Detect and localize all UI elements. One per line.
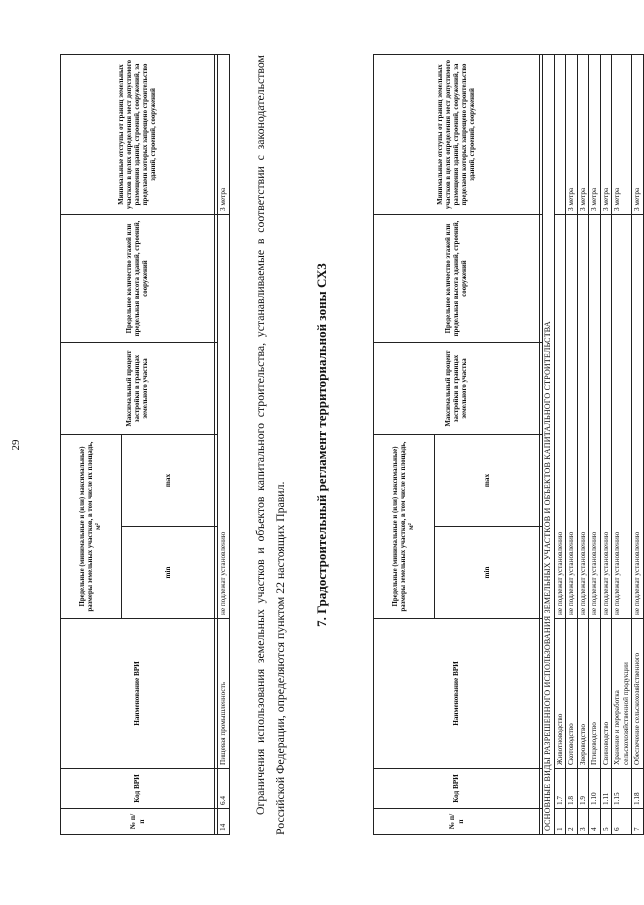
table-row [589,55,601,835]
col-num-header: № п/п [61,809,215,835]
section-row [543,55,555,835]
row-setback: 3 метра [589,55,601,215]
rotated-content [10,55,641,835]
row-setback: 3 метра [566,55,578,215]
row-name: Животноводство [554,619,566,769]
row-value: не подлежат установлению [218,215,230,619]
row-name: Птицеводство [589,619,601,769]
col-sizes-header: Предельные (минимальные и (или) максимальные) размеры земельных участков, в том числе их площадь, м² [374,435,435,619]
row-value: не подлежат установлению [554,215,566,619]
col-setback-header: Минимальные отступы от границ земельных участков в целях определения мест допустимого размещения зданий, строений, сооружений, за пределами которых запрещено строительство зданий, строений, сооружений [374,55,540,215]
row-value: не подлежат установлению [577,215,589,619]
row-num: 2 [566,809,578,835]
row-name: Звероводство [577,619,589,769]
row-setback: 3 метра [577,55,589,215]
col-num-header: № п/п [374,809,540,835]
row-num: 14 [218,809,230,835]
col-min-header: min [435,527,540,619]
row-code: 1.18 [632,769,644,809]
section-title: ОСНОВНЫЕ ВИДЫ РАЗРЕШЕННОГО ИСПОЛЬЗОВАНИЯ ЗЕМЕЛЬНЫХ УЧАСТКОВ И ОБЪЕКТОВ КАПИТАЛЬНОГО СТРОИТЕЛЬСТВА [543,55,555,835]
col-percent-header: Максимальный процент застройки в границах земельного участка [61,343,215,435]
col-max-header: max [435,435,540,527]
col-floors-header: Предельное количество этажей или предельная высота зданий, строений, сооружений [61,215,215,343]
row-setback: 3 метра [632,55,644,215]
row-code: 1.11 [600,769,612,809]
row-name: Свиноводство [600,619,612,769]
row-num: 1 [554,809,566,835]
row-num: 7 [632,809,644,835]
row-setback: 3 метра [612,55,632,215]
table-row [218,55,230,835]
row-num: 6 [612,809,632,835]
row-value: не подлежат установлению [566,215,578,619]
row-setback [554,55,566,215]
table-row [612,55,632,835]
row-code: 1.10 [589,769,601,809]
row-name: Пищевая промышленность [218,619,230,769]
row-value: не подлежат установлению [612,215,632,619]
col-code-header: Код ВРИ [374,769,540,809]
row-code: 1.7 [554,769,566,809]
col-name-header: Наименование ВРИ [374,619,540,769]
row-num: 3 [577,809,589,835]
row-code: 1.9 [577,769,589,809]
table-row [566,55,578,835]
col-sizes-header: Предельные (минимальные и (или) максимальные) размеры земельных участков, в том числе их площадь, м² [61,435,122,619]
row-value: не подлежат установлению [632,215,644,619]
row-code: 1.15 [612,769,632,809]
table-row [554,55,566,835]
row-num: 4 [589,809,601,835]
col-max-header: max [122,435,215,527]
col-name-header: Наименование ВРИ [61,619,215,769]
col-floors-header: Предельное количество этажей или предельная высота зданий, строений, сооружений [374,215,540,343]
row-value: не подлежат установлению [589,215,601,619]
col-code-header: Код ВРИ [61,769,215,809]
col-percent-header: Максимальный процент застройки в границах земельного участка [374,343,540,435]
row-name: Скотоводство [566,619,578,769]
row-value: не подлежат установлению [600,215,612,619]
table-top [60,54,230,835]
row-name: Хранение и переработка сельскохозяйственной продукции [612,619,632,769]
row-code: 6.4 [218,769,230,809]
row-code: 1.8 [566,769,578,809]
col-setback-header: Минимальные отступы от границ земельных участков в целях определения мест допустимого размещения зданий, строений, сооружений, за пределами которых запрещено строительство зданий, строений, сооружений [61,55,215,215]
row-setback: 3 метра [218,55,230,215]
table-sx3 [373,54,644,835]
page-number: 29 [10,439,22,451]
restrictions-paragraph: Ограничения использования земельных участков и объектов капитального строительства, устанавливаемые в соответствии с законодательством Российской Федерации, определяются пунктом 22 настоящих Правил. [253,55,287,835]
table-row [632,55,644,835]
row-setback: 3 метра [600,55,612,215]
table-row [577,55,589,835]
table-row [600,55,612,835]
row-name: Обеспечение сельскохозяйственного [632,619,644,769]
col-min-header: min [122,527,215,619]
row-num: 5 [600,809,612,835]
section-heading: 7. Градостроительный регламент территориальной зоны СХ3 [314,263,329,627]
